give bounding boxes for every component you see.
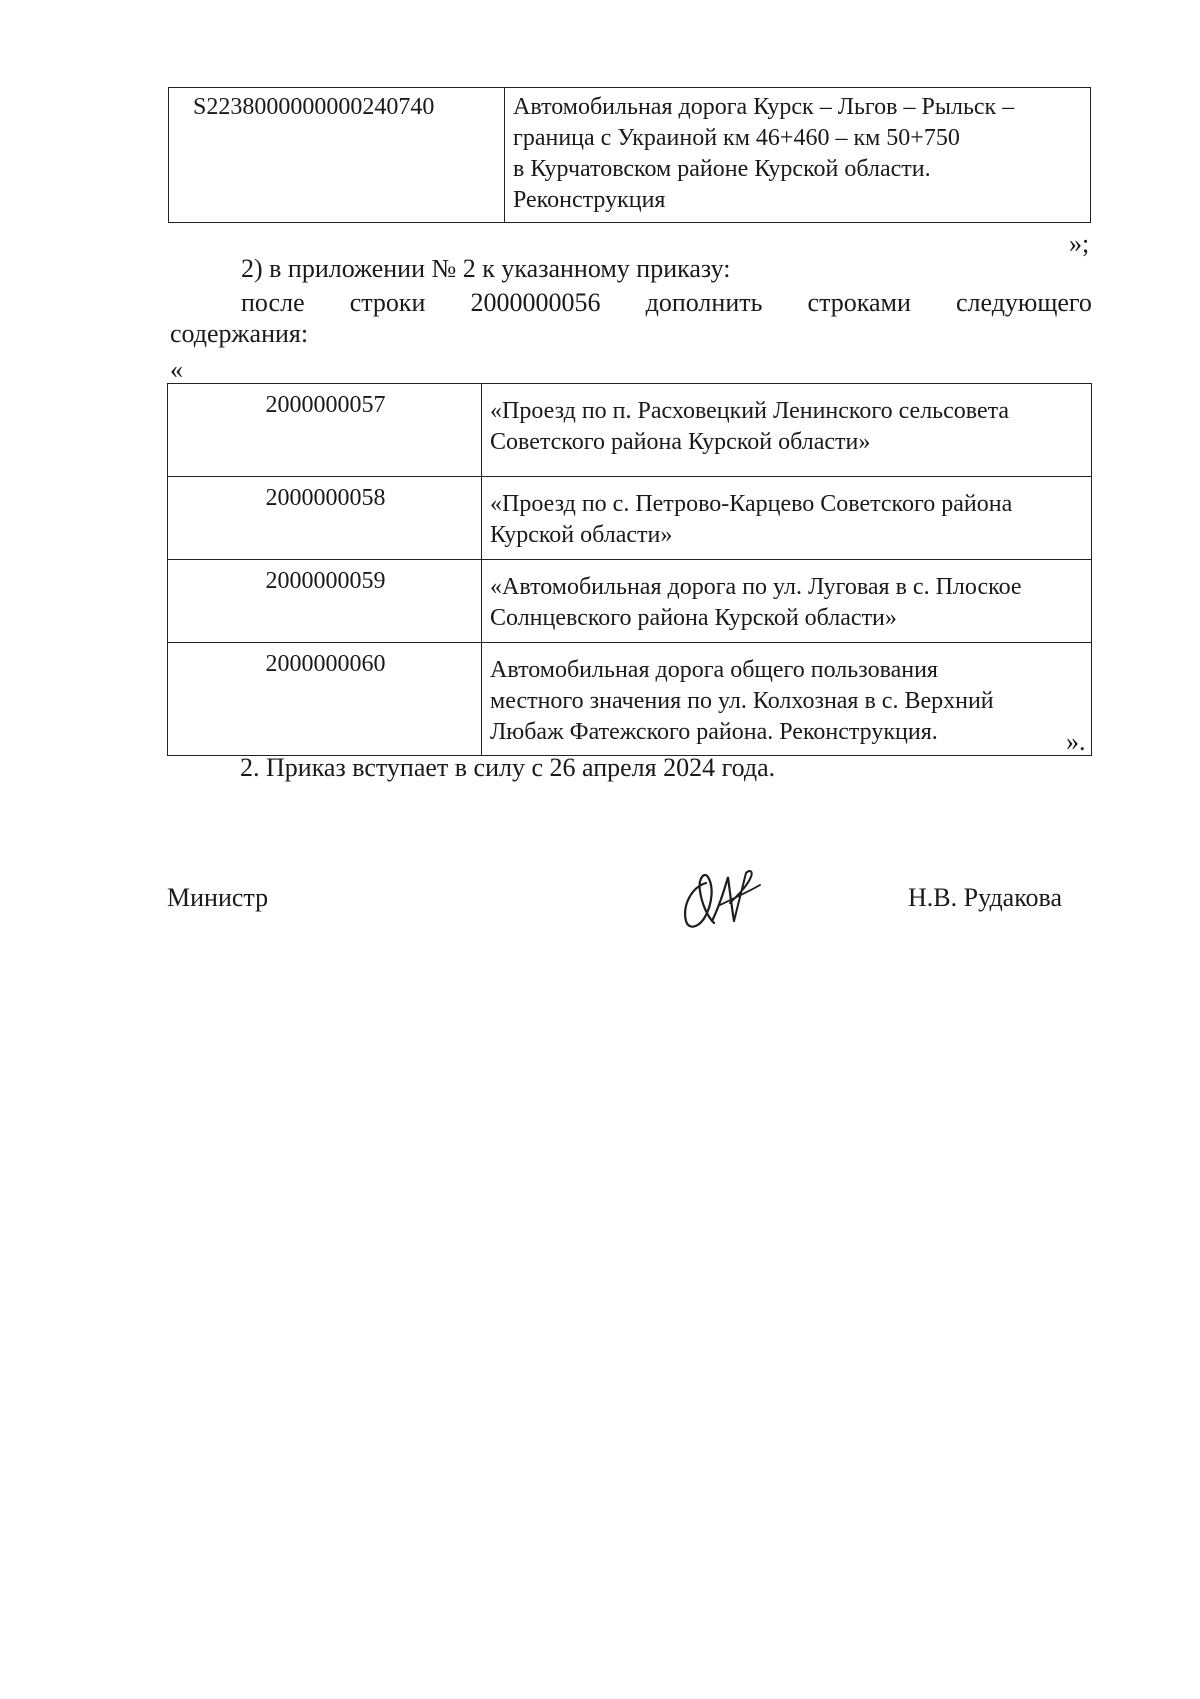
word: строки [349,288,426,317]
signatory-title: Министр [167,883,269,912]
paragraph-after-line [241,287,1092,319]
amendment-table-1 [168,87,1091,223]
table-row [168,643,1092,756]
paragraph-appendix: 2) в приложении № 2 к указанному приказу: [241,254,731,283]
word: дополнить [645,288,763,317]
description-line: Реконструкция [513,187,666,213]
object-description [482,477,1092,560]
description-line: Автомобильная дорога Курск – Льгов – Рыльск – [513,94,1015,120]
table-row [168,477,1092,560]
object-code: S2238000000000240740 [169,88,505,223]
description-line: местного значения по ул. Колхозная в с. Верхний [490,688,994,714]
description-line: Автомобильная дорога общего пользования [490,657,938,683]
word: строками [807,288,911,317]
word: 2000000056 [470,288,601,317]
closing-quote: »; [1069,229,1090,258]
object-description [482,560,1092,643]
description-line: «Проезд по с. Петрово-Карцево Советского района [490,491,1013,517]
description-line: Солнцевского района Курской области» [490,605,897,631]
description-line: «Проезд по п. Расховецкий Ленинского сельсовета [490,398,1010,424]
object-code: 2000000059 [168,560,482,643]
opening-quote: « [170,355,183,384]
word: следующего [955,288,1092,317]
amendment-table-2 [167,383,1092,756]
paragraph-effective-date: 2. Приказ вступает в силу с 26 апреля 2024 года. [240,753,776,782]
signatory-name: Н.В. Рудакова [908,883,1062,912]
object-code: 2000000058 [168,477,482,560]
description-line: Советского района Курской области» [490,429,871,455]
table-row [168,384,1092,477]
paragraph-after-end: содержания: [170,319,309,348]
table-row [168,560,1092,643]
object-description [505,88,1091,223]
description-line: граница с Украиной км 46+460 – км 50+750 [513,125,960,151]
object-description [482,384,1092,477]
closing-quote: ». [1066,727,1086,756]
description-line: в Курчатовском районе Курской области. [513,156,931,182]
object-code: 2000000057 [168,384,482,477]
description-line: «Автомобильная дорога по ул. Луговая в с. Плоское [490,574,1022,600]
object-code: 2000000060 [168,643,482,756]
signature-image [678,865,764,935]
description-line: Любаж Фатежского района. Реконструкция. [490,719,938,745]
word: после [241,288,305,317]
description-line: Курской области» [490,522,673,548]
object-description [482,643,1092,756]
table-row [169,88,1091,223]
